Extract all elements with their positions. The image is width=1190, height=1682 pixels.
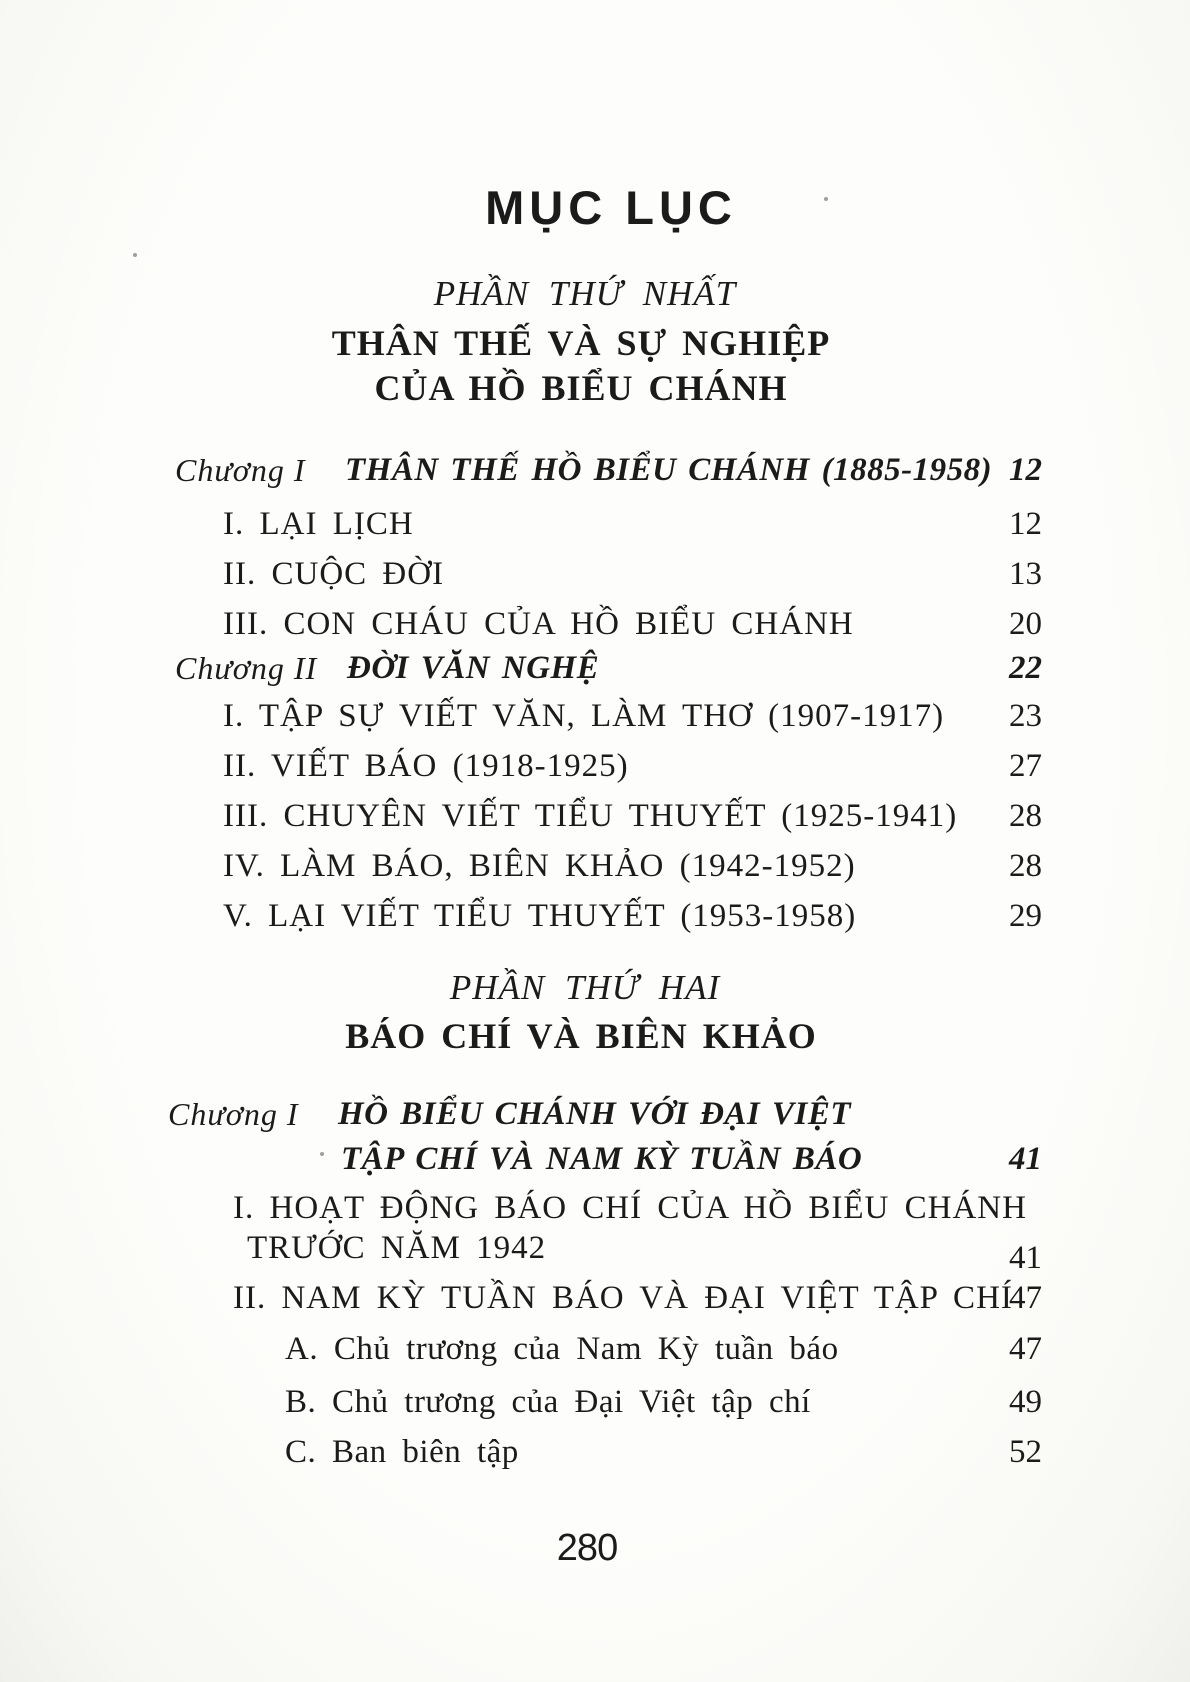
page-number: 29 — [1009, 898, 1042, 934]
toc-item-row — [155, 1188, 1042, 1232]
part1-kicker: PHẦN THỨ NHẤT — [433, 274, 737, 313]
toc-subitem-row — [155, 1329, 1042, 1373]
item-text: V. LẠI VIẾT TIỂU THUYẾT (1953-1958) — [223, 898, 857, 934]
toc-item-row — [155, 746, 1042, 790]
footer-page-number: 280 — [556, 1527, 618, 1569]
page-number: 47 — [1009, 1280, 1042, 1316]
item-text: I. LẠI LỊCH — [223, 506, 414, 542]
item-text: II. NAM KỲ TUẦN BÁO VÀ ĐẠI VIỆT TẬP CHÍ — [233, 1280, 1013, 1316]
page-number: 12 — [1009, 506, 1042, 542]
subitem-text: B. Chủ trương của Đại Việt tập chí — [285, 1384, 811, 1420]
page-number: 20 — [1009, 606, 1042, 642]
item-text: IV. LÀM BÁO, BIÊN KHẢO (1942-1952) — [223, 848, 856, 884]
page-number: 41 — [1009, 1141, 1042, 1177]
toc-item-row — [155, 504, 1042, 548]
page-number: 28 — [1009, 798, 1042, 834]
chapter-label: Chương I — [175, 452, 306, 488]
part1-heading-line2: CỦA HỒ BIỂU CHÁNH — [374, 368, 788, 408]
page-number: 49 — [1009, 1384, 1042, 1420]
item-text: III. CHUYÊN VIẾT TIỂU THUYẾT (1925-1941) — [223, 798, 958, 834]
part2-kicker: PHẦN THỨ HAI — [449, 968, 721, 1007]
toc-item-row — [155, 1228, 1042, 1276]
page-number: 13 — [1009, 556, 1042, 592]
part2-heading-line1: BÁO CHÍ VÀ BIÊN KHẢO — [345, 1016, 817, 1056]
scan-speck — [133, 253, 137, 257]
toc-chapter-row — [155, 1139, 1042, 1183]
chapter-title: THÂN THẾ HỒ BIỂU CHÁNH (1885-1958) — [345, 452, 993, 488]
page-number: 52 — [1009, 1434, 1042, 1470]
page-number: 47 — [1009, 1331, 1042, 1367]
part1-heading-line1: THÂN THẾ VÀ SỰ NGHIỆP — [331, 323, 831, 363]
chapter-title: HỒ BIỂU CHÁNH VỚI ĐẠI VIỆT — [338, 1096, 852, 1132]
page-number: 22 — [1009, 650, 1042, 686]
toc-item-row — [155, 796, 1042, 840]
toc-item-row — [155, 554, 1042, 598]
page-number: 12 — [1009, 452, 1042, 488]
toc-subitem-row — [155, 1382, 1042, 1426]
page-number: 41 — [1009, 1240, 1042, 1276]
toc-item-row — [155, 896, 1042, 940]
toc-chapter-row — [155, 450, 1042, 494]
toc-item-row — [155, 696, 1042, 740]
subitem-text: A. Chủ trương của Nam Kỳ tuần báo — [285, 1331, 839, 1367]
item-text: II. VIẾT BÁO (1918-1925) — [223, 748, 629, 784]
item-text: TRƯỚC NĂM 1942 — [247, 1230, 547, 1266]
toc-subitem-row — [155, 1432, 1042, 1476]
toc-chapter-row — [155, 1094, 1042, 1138]
item-text: I. HOẠT ĐỘNG BÁO CHÍ CỦA HỒ BIỂU CHÁNH — [233, 1190, 1027, 1226]
toc-chapter-row — [155, 648, 1042, 692]
item-text: II. CUỘC ĐỜI — [223, 556, 445, 592]
page-number: 23 — [1009, 698, 1042, 734]
chapter-label: Chương II — [175, 650, 318, 686]
chapter-title: ĐỜI VĂN NGHỆ — [347, 650, 600, 686]
subitem-text: C. Ban biên tập — [285, 1434, 519, 1470]
chapter-label: Chương I — [168, 1096, 299, 1132]
toc-item-row — [155, 604, 1042, 648]
page-number: 28 — [1009, 848, 1042, 884]
page-number: 27 — [1009, 748, 1042, 784]
chapter-title: TẬP CHÍ VÀ NAM KỲ TUẦN BÁO — [341, 1141, 863, 1177]
item-text: III. CON CHÁU CỦA HỒ BIỂU CHÁNH — [223, 606, 854, 642]
item-text: I. TẬP SỰ VIẾT VĂN, LÀM THƠ (1907-1917) — [223, 698, 945, 734]
toc-item-row — [155, 1278, 1042, 1322]
page-title: MỤC LỤC — [485, 181, 737, 234]
toc-item-row — [155, 846, 1042, 890]
